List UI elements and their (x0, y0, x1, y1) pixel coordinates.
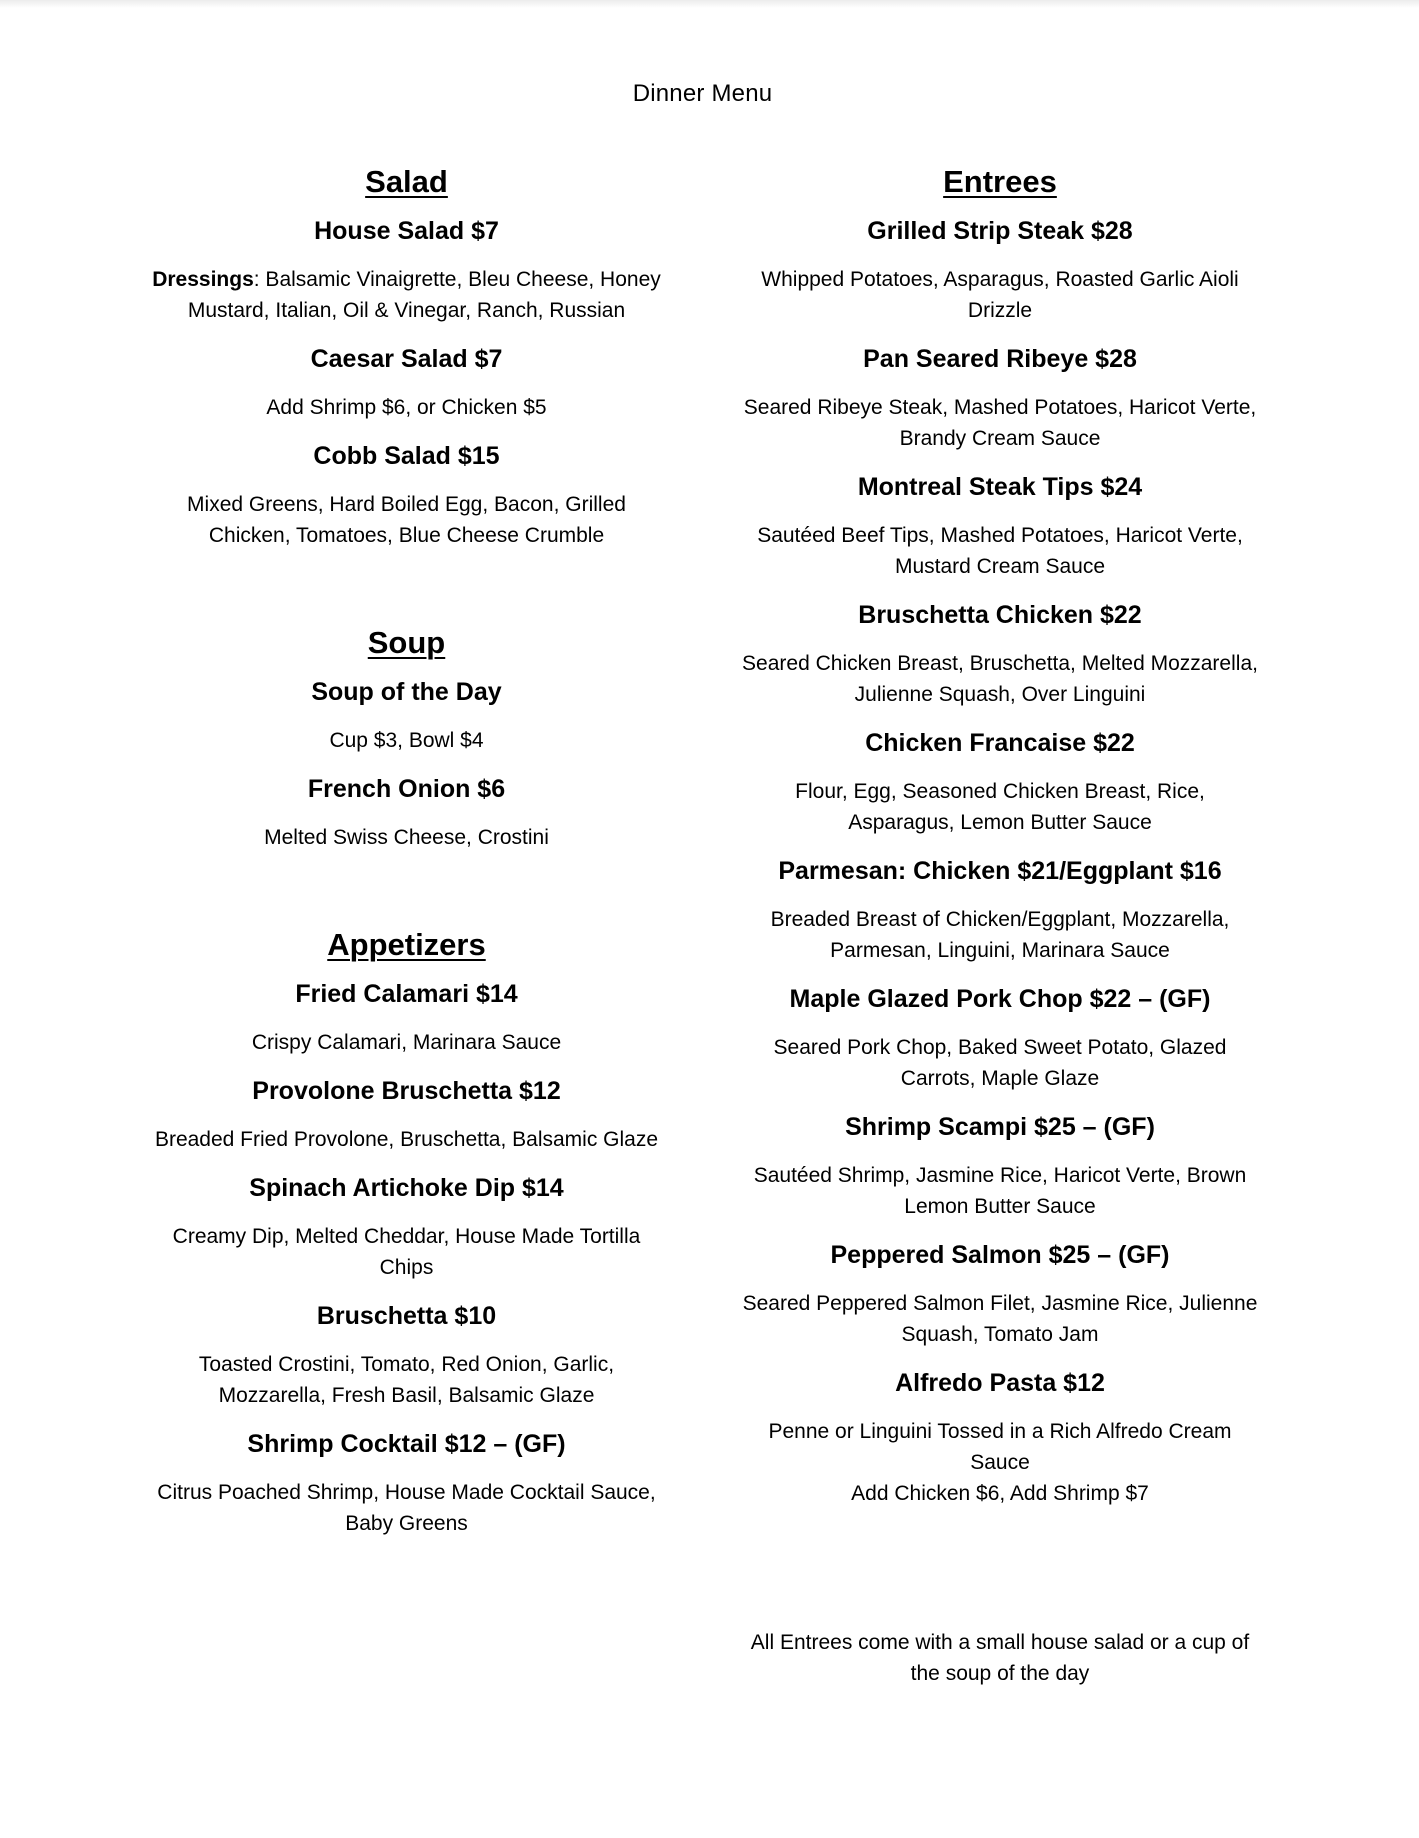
section-appetizers (148, 923, 665, 1539)
page-title: Dinner Menu (632, 80, 773, 107)
item-name-peppered-salmon: Peppered Salmon $25 – (GF) (830, 1241, 1170, 1269)
item-desc-shrimp-scampi: Sautéed Shrimp, Jasmine Rice, Haricot Verte, Brown Lemon Butter Sauce (753, 1164, 1247, 1218)
section-spacer (148, 566, 665, 621)
section-entrees (740, 160, 1260, 1509)
alfredo-addon: Add Chicken $6, Add Shrimp $7 (851, 1482, 1149, 1505)
item-desc-caesar-salad: Add Shrimp $6, or Chicken $5 (266, 396, 547, 419)
item-desc-bruschetta: Toasted Crostini, Tomato, Red Onion, Garlic, Mozzarella, Fresh Basil, Balsamic Glaze (198, 1353, 615, 1407)
item-desc-french-onion: Melted Swiss Cheese, Crostini (264, 826, 549, 849)
page-top-edge (0, 0, 1419, 8)
item-desc-shrimp-cocktail: Citrus Poached Shrimp, House Made Cocktail Sauce, Baby Greens (157, 1481, 656, 1535)
section-heading-appetizers: Appetizers (327, 927, 486, 962)
item-name-parmesan: Parmesan: Chicken $21/Eggplant $16 (778, 857, 1222, 885)
section-soup (148, 621, 665, 853)
item-name-house-salad: House Salad $7 (314, 217, 499, 245)
item-desc-strip-steak: Whipped Potatoes, Asparagus, Roasted Garlic Aioli Drizzle (761, 268, 1239, 322)
section-heading-soup: Soup (367, 625, 446, 660)
item-desc-alfredo-pasta (740, 1416, 1260, 1509)
item-desc-spinach-dip: Creamy Dip, Melted Cheddar, House Made Tortilla Chips (172, 1225, 641, 1279)
item-name-chicken-francaise: Chicken Francaise $22 (865, 729, 1135, 757)
alfredo-description: Penne or Linguini Tossed in a Rich Alfredo Cream Sauce (768, 1420, 1232, 1474)
item-name-alfredo-pasta: Alfredo Pasta $12 (895, 1369, 1105, 1397)
section-heading-salad: Salad (365, 164, 448, 199)
item-name-pork-chop: Maple Glazed Pork Chop $22 – (GF) (789, 985, 1211, 1013)
item-name-french-onion: French Onion $6 (307, 775, 506, 803)
left-column (148, 160, 665, 1554)
item-desc-chicken-francaise: Flour, Egg, Seasoned Chicken Breast, Rice, Asparagus, Lemon Butter Sauce (795, 780, 1205, 834)
item-desc-soup-of-day: Cup $3, Bowl $4 (329, 729, 484, 752)
item-desc-peppered-salmon: Seared Peppered Salmon Filet, Jasmine Rice, Julienne Squash, Tomato Jam (742, 1292, 1258, 1346)
section-heading-entrees: Entrees (943, 164, 1057, 199)
item-desc-cobb-salad: Mixed Greens, Hard Boiled Egg, Bacon, Grilled Chicken, Tomatoes, Blue Cheese Crumble (187, 493, 626, 547)
dressings-list: : Balsamic Vinaigrette, Bleu Cheese, Honey Mustard, Italian, Oil & Vinegar, Ranch, Russian (187, 268, 661, 322)
item-name-steak-tips: Montreal Steak Tips $24 (857, 473, 1143, 501)
section-spacer (148, 868, 665, 923)
entrees-note: All Entrees come with a small house salad or a cup of the soup of the day (750, 1631, 1250, 1685)
item-desc-pork-chop: Seared Pork Chop, Baked Sweet Potato, Glazed Carrots, Maple Glaze (773, 1036, 1227, 1090)
item-desc-house-salad (148, 264, 665, 326)
section-spacer (740, 1524, 1260, 1627)
item-name-spinach-dip: Spinach Artichoke Dip $14 (249, 1174, 564, 1202)
item-name-shrimp-scampi: Shrimp Scampi $25 – (GF) (845, 1113, 1155, 1141)
item-desc-ribeye: Seared Ribeye Steak, Mashed Potatoes, Haricot Verte, Brandy Cream Sauce (743, 396, 1257, 450)
item-name-soup-of-day: Soup of the Day (311, 678, 502, 706)
item-name-provolone-bruschetta: Provolone Bruschetta $12 (252, 1077, 561, 1105)
section-salad (148, 160, 665, 551)
item-name-strip-steak: Grilled Strip Steak $28 (867, 217, 1133, 245)
item-name-bruschetta: Bruschetta $10 (316, 1302, 497, 1330)
item-name-ribeye: Pan Seared Ribeye $28 (863, 345, 1137, 373)
item-desc-provolone-bruschetta: Breaded Fried Provolone, Bruschetta, Balsamic Glaze (154, 1128, 659, 1151)
item-name-bruschetta-chicken: Bruschetta Chicken $22 (858, 601, 1142, 629)
item-name-shrimp-cocktail: Shrimp Cocktail $12 – (GF) (247, 1430, 566, 1458)
right-column (740, 160, 1260, 1689)
item-desc-fried-calamari: Crispy Calamari, Marinara Sauce (251, 1031, 562, 1054)
item-desc-bruschetta-chicken: Seared Chicken Breast, Bruschetta, Melted Mozzarella, Julienne Squash, Over Linguini (742, 652, 1258, 706)
item-desc-steak-tips: Sautéed Beef Tips, Mashed Potatoes, Haricot Verte, Mustard Cream Sauce (757, 524, 1243, 578)
dressings-label: Dressings (152, 268, 254, 291)
item-name-cobb-salad: Cobb Salad $15 (313, 442, 500, 470)
item-name-fried-calamari: Fried Calamari $14 (295, 980, 518, 1008)
item-desc-parmesan: Breaded Breast of Chicken/Eggplant, Mozzarella, Parmesan, Linguini, Marinara Sauce (770, 908, 1230, 962)
item-name-caesar-salad: Caesar Salad $7 (310, 345, 503, 373)
